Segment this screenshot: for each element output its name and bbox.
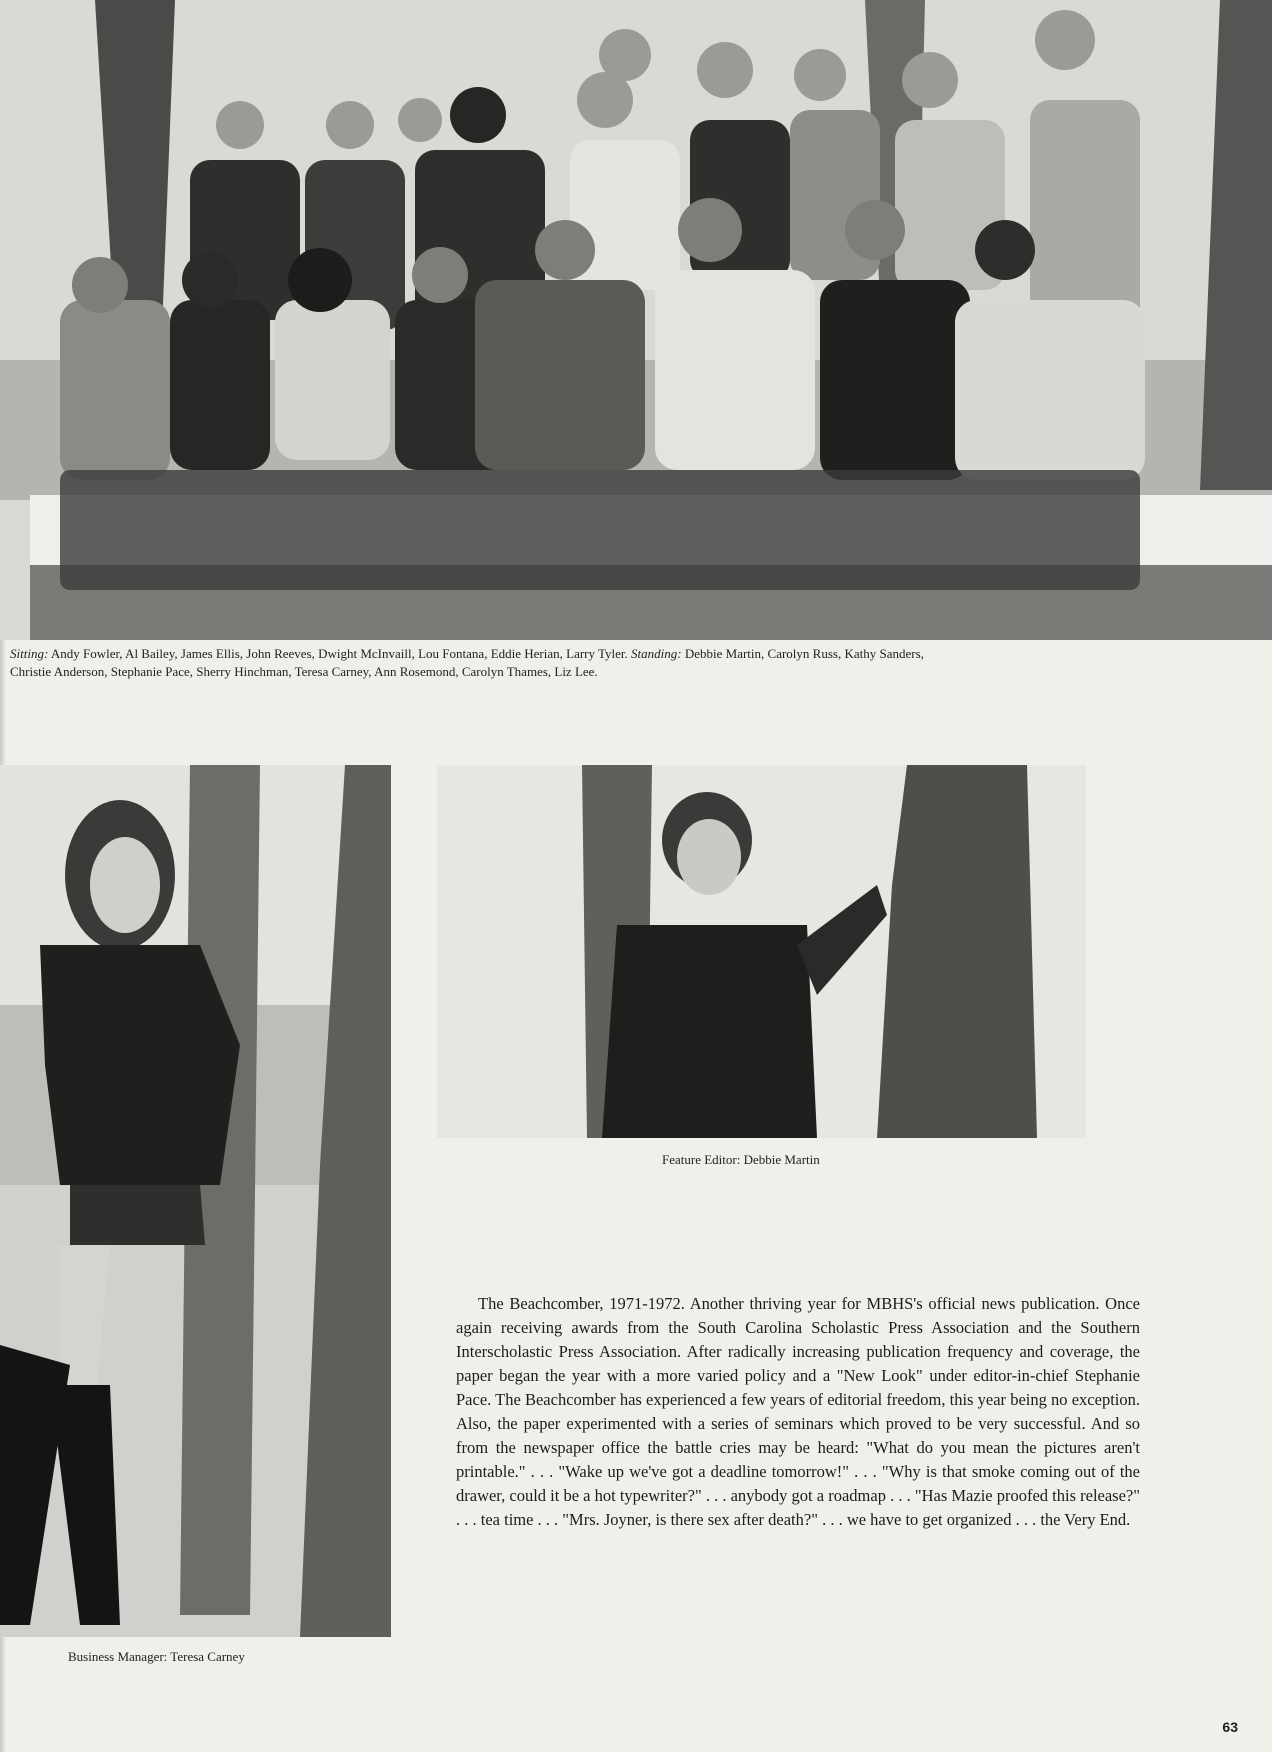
article-body: The Beachcomber, 1971-1972. Another thriving year for MBHS's official news publication. Once again receiving awards from the South Carolina Scholastic Press Association and the Southern Interscholastic Press Association. After radically increasing publication frequency and coverage, the paper began the year with a more varied policy and a "New Look" under editor-in-chief Stephanie Pace. The Beachcomber has experienced a few years of editorial freedom, this year being no exception. Also, the paper experimented with a series of seminars which proved to be very successful. And so from the newspaper office the battle cries may be heard: "What do you mean the pictures aren't printable." . . . "Wake up we've got a deadline tomorrow!" . . . "Why is that smoke coming out of the drawer, could it be a hot typewriter?" . . . anybody got a roadmap . . . "Has Mazie proofed this release?" . . . tea time . . . "Mrs. Joyner, is there sex after death?" . . . we have to get organized . . . the Very End. xyxy=(456,1294,1140,1529)
caption-line-2: Christie Anderson, Stephanie Pace, Sherry Hinchman, Teresa Carney, Ann Rosemond, Carolyn Thames, Liz Lee. xyxy=(10,664,598,679)
standing-label: Standing: xyxy=(631,646,682,661)
group-photo-image xyxy=(0,0,1272,640)
feature-editor-photo-image xyxy=(437,765,1086,1138)
caption-line-1 xyxy=(10,645,1250,663)
feature-editor-photo xyxy=(437,765,1086,1138)
business-manager-photo-image xyxy=(0,765,391,1637)
business-manager-caption: Business Manager: Teresa Carney xyxy=(68,1649,245,1664)
page-number: 63 xyxy=(1222,1719,1238,1735)
business-manager-photo xyxy=(0,765,391,1637)
standing-names-1: Debbie Martin, Carolyn Russ, Kathy Sanders, xyxy=(684,646,924,661)
seated-names: Andy Fowler, Al Bailey, James Ellis, John Reeves, Dwight McInvaill, Lou Fontana, Eddie Herian, Larry Tyler. xyxy=(50,646,628,661)
feature-editor-caption: Feature Editor: Debbie Martin xyxy=(662,1152,820,1167)
group-photo xyxy=(0,0,1272,640)
group-photo-caption xyxy=(10,645,1250,681)
sitting-label: Sitting: xyxy=(10,646,49,661)
